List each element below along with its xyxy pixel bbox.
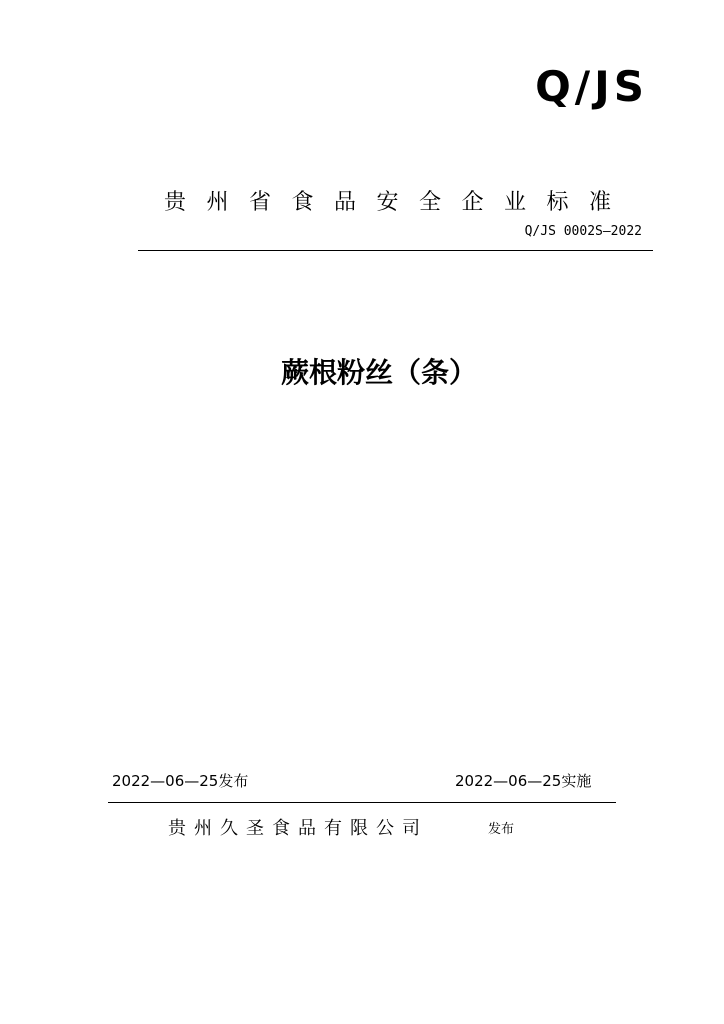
effective-date: 2022—06—25实施 <box>455 772 592 790</box>
header-divider <box>138 250 653 251</box>
standard-number: Q/JS 0002S—2022 <box>524 224 642 239</box>
document-title: 蕨根粉丝（条） <box>280 356 477 389</box>
publish-date: 2022—06—25发布 <box>112 772 249 790</box>
issuing-company: 贵州久圣食品有限公司 <box>168 818 428 839</box>
standard-category: 贵州省食品安全企业标准 <box>164 190 632 215</box>
issuing-company-suffix: 发布 <box>488 822 515 837</box>
standard-code: Q/JS <box>535 62 648 111</box>
footer-divider <box>108 802 616 803</box>
